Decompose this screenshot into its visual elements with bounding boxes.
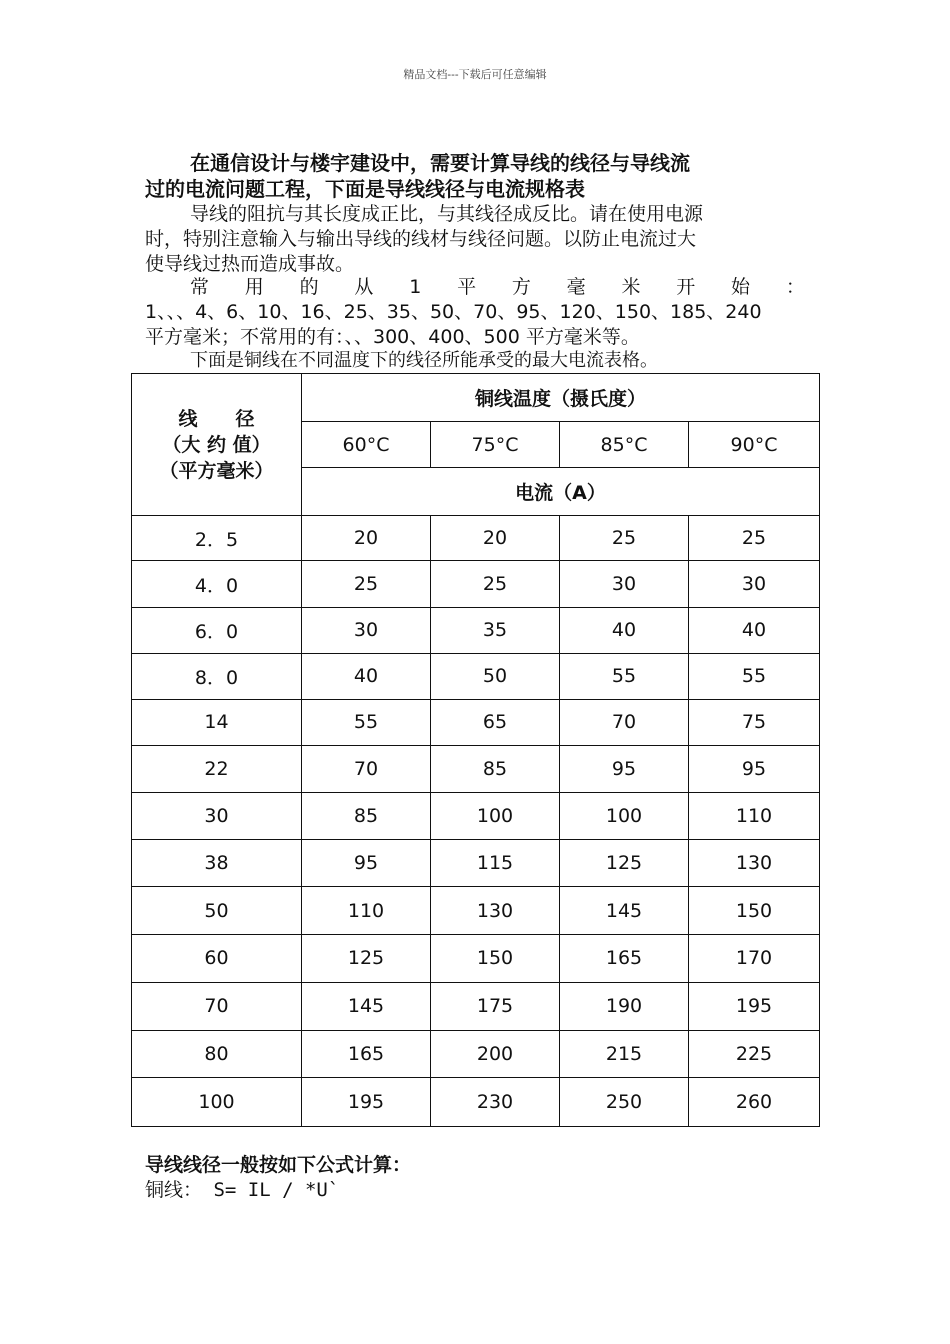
current-cell: 20: [302, 516, 431, 561]
common-sizes-line-1: [145, 275, 805, 300]
wire-size-header: [132, 374, 302, 516]
current-cell: 95: [560, 745, 689, 792]
table-row: [132, 653, 820, 699]
wire-size-header-line-3: （平方毫米）: [159, 459, 274, 482]
current-cell: 40: [302, 653, 431, 699]
copper-formula: 铜线： S= IL / *U`: [145, 1179, 340, 1201]
wire-size-cell: 50: [132, 887, 302, 935]
wire-size-cell: 8．0: [132, 653, 302, 699]
table-intro: 下面是铜线在不同温度下的线径所能承受的最大电流表格。: [190, 350, 658, 371]
spread-char: 米: [621, 276, 641, 298]
table-row: [132, 745, 820, 792]
wire-size-cell: 80: [132, 1030, 302, 1077]
spread-char: 用: [244, 276, 264, 298]
document-title: [145, 150, 805, 202]
wire-size-cell: 38: [132, 840, 302, 887]
current-cell: 25: [302, 561, 431, 607]
wire-size-cell: 6．0: [132, 607, 302, 653]
current-cell: 70: [560, 699, 689, 745]
current-cell: 40: [560, 607, 689, 653]
current-cell: 175: [431, 982, 560, 1030]
current-cell: 165: [302, 1030, 431, 1077]
spread-char: 从: [354, 276, 374, 298]
spread-char: 毫: [566, 276, 586, 298]
temp-90-header: 90°C: [689, 422, 820, 468]
current-cell: 40: [689, 607, 820, 653]
common-sizes-paragraph: [145, 275, 805, 350]
wire-size-header-line-2: （大 约 值）: [162, 433, 271, 456]
table-row: [132, 1030, 820, 1077]
formula-section: [145, 1153, 411, 1203]
formula-heading: 导线线径一般按如下公式计算：: [145, 1154, 412, 1176]
current-cell: 110: [302, 887, 431, 935]
spread-char: 的: [299, 276, 319, 298]
current-cell: 200: [431, 1030, 560, 1077]
intro-line-2: 时，特别注意输入与输出导线的线材与线径问题。以防止电流过大: [145, 228, 697, 250]
common-sizes-line-2: 1、、、4、6、10、16、25、35、50、70、95、120、150、185、240: [145, 301, 762, 323]
current-cell: 25: [431, 561, 560, 607]
current-cell: 55: [689, 653, 820, 699]
current-cell: 250: [560, 1077, 689, 1126]
common-sizes-line-3: 平方毫米；不常用的有：、、300、400、500 平方毫米等。: [145, 326, 640, 348]
current-cell: 85: [431, 745, 560, 792]
wire-size-cell: 100: [132, 1077, 302, 1126]
current-cell: 100: [431, 793, 560, 840]
current-cell: 95: [302, 840, 431, 887]
table-row: [132, 516, 820, 561]
current-cell: 35: [431, 607, 560, 653]
spread-char: 始: [731, 276, 751, 298]
spread-char: 1: [409, 276, 422, 298]
temperature-header: 铜线温度（摄氏度）: [302, 374, 820, 422]
current-cell: 85: [302, 793, 431, 840]
table-row: [132, 699, 820, 745]
current-cell: 130: [431, 887, 560, 935]
current-cell: 115: [431, 840, 560, 887]
wire-size-cell: 30: [132, 793, 302, 840]
current-cell: 55: [302, 699, 431, 745]
spread-char: 常: [190, 276, 210, 298]
intro-paragraph: [145, 202, 805, 277]
current-cell: 65: [431, 699, 560, 745]
current-cell: 225: [689, 1030, 820, 1077]
current-cell: 195: [302, 1077, 431, 1126]
table-row: [132, 935, 820, 982]
current-cell: 215: [560, 1030, 689, 1077]
wire-size-cell: 14: [132, 699, 302, 745]
current-cell: 170: [689, 935, 820, 982]
intro-line-1: 导线的阻抗与其长度成正比，与其线径成反比。请在使用电源: [190, 203, 704, 225]
wire-size-header-line-1: 线 径: [178, 407, 255, 430]
temp-85-header: 85°C: [560, 422, 689, 468]
spread-char: 开: [676, 276, 696, 298]
current-cell: 75: [689, 699, 820, 745]
current-cell: 260: [689, 1077, 820, 1126]
wire-size-cell: 2．5: [132, 516, 302, 561]
title-line-2: 过的电流问题工程，下面是导线线径与电流规格表: [145, 177, 585, 201]
wire-current-table: [131, 373, 820, 1127]
current-cell: 150: [431, 935, 560, 982]
current-cell: 145: [302, 982, 431, 1030]
wire-size-cell: 70: [132, 982, 302, 1030]
spread-char: 平: [457, 276, 477, 298]
current-cell: 145: [560, 887, 689, 935]
current-cell: 190: [560, 982, 689, 1030]
current-cell: 195: [689, 982, 820, 1030]
current-cell: 100: [560, 793, 689, 840]
current-cell: 70: [302, 745, 431, 792]
current-cell: 165: [560, 935, 689, 982]
current-cell: 25: [689, 516, 820, 561]
current-cell: 230: [431, 1077, 560, 1126]
table-row: [132, 793, 820, 840]
current-cell: 125: [302, 935, 431, 982]
current-cell: 130: [689, 840, 820, 887]
wire-size-cell: 22: [132, 745, 302, 792]
table-row: [132, 982, 820, 1030]
spread-char: ：: [785, 276, 805, 298]
current-cell: 25: [560, 516, 689, 561]
table-row: [132, 561, 820, 607]
current-cell: 20: [431, 516, 560, 561]
page-header-note: 精品文档---下载后可任意编辑: [403, 68, 547, 81]
current-cell: 30: [560, 561, 689, 607]
current-header: 电流（A）: [302, 468, 820, 516]
current-cell: 30: [689, 561, 820, 607]
current-cell: 110: [689, 793, 820, 840]
current-cell: 125: [560, 840, 689, 887]
current-cell: 95: [689, 745, 820, 792]
wire-size-cell: 4．0: [132, 561, 302, 607]
temp-75-header: 75°C: [431, 422, 560, 468]
current-cell: 55: [560, 653, 689, 699]
table-row: [132, 887, 820, 935]
table-row: [132, 1077, 820, 1126]
temp-60-header: 60°C: [302, 422, 431, 468]
title-line-1: 在通信设计与楼宇建设中，需要计算导线的线径与导线流: [190, 151, 690, 175]
table-row: [132, 607, 820, 653]
current-cell: 50: [431, 653, 560, 699]
spread-char: 方: [511, 276, 531, 298]
wire-size-cell: 60: [132, 935, 302, 982]
table-row: [132, 840, 820, 887]
current-cell: 30: [302, 607, 431, 653]
current-cell: 150: [689, 887, 820, 935]
intro-line-3: 使导线过热而造成事故。: [145, 253, 355, 275]
